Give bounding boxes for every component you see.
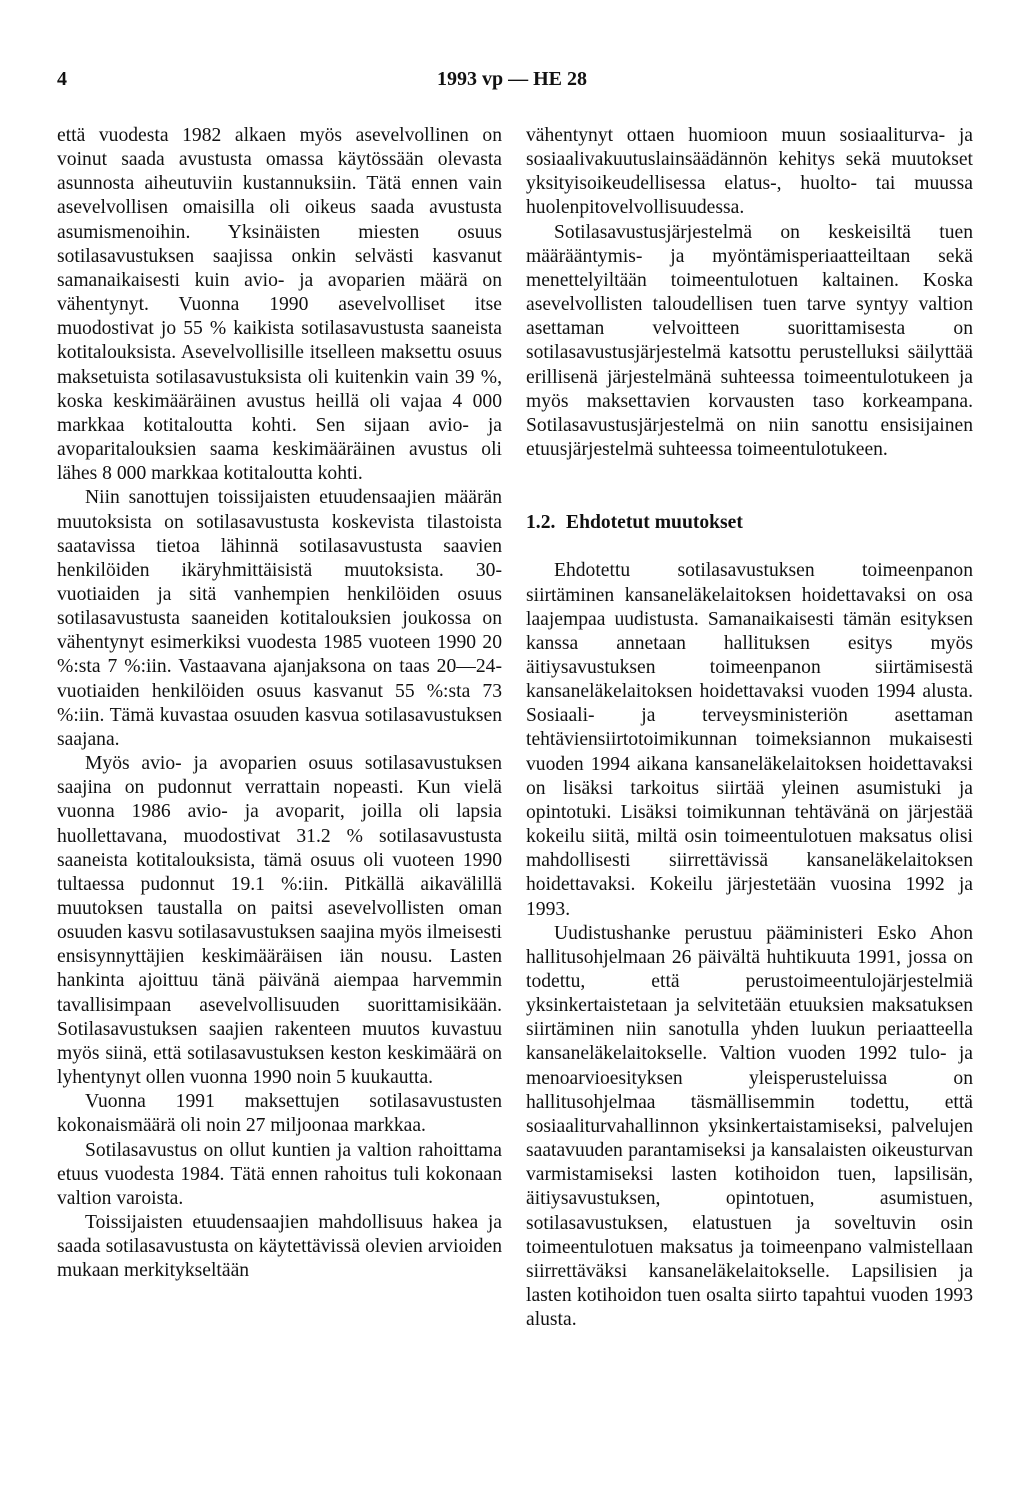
section-heading	[526, 511, 973, 535]
paragraph: vähentynyt ottaen huomioon muun sosiaaliturva- ja sosiaalivakuutuslainsäädännön kehitys sekä muutokset yksityisoikeudellisessa elatus-, huolto- tai muussa huolenpitovelvollisuudessa.	[526, 125, 973, 219]
paragraph: Sotilasavustus on ollut kuntien ja valtion rahoittama etuus vuodesta 1984. Tätä ennen rahoitus tuli kokonaan valtion varoista.	[57, 1139, 502, 1209]
paragraph: Ehdotettu sotilasavustuksen toimeenpanon siirtäminen kansaneläkelaitoksen hoidettavaksi on osa laajempaa uudistusta. Samanaikaisesti tämän esityksen kanssa annetaan hallituksen esitys myös äitiysavustuksen toimeenpanon siirtämisestä kansaneläkelaitoksen hoidettavaksi vuoden 1994 alusta. Sosiaali- ja terveysministeriön asettaman tehtäviensiirtotoimikunnan toimeksiannon mukaisesti vuoden 1994 aikana kansaneläkelaitoksen hoidettavaksi on lisäksi tarkoitus siirtää yleinen asumistuki ja opintotuki. Lisäksi toimikunnan tehtävänä on järjestää kokeilu siitä, miltä osin toimeentulotuen maksatus olisi mahdollisesti siirrettävissä kansaneläkelaitoksen hoidettavaksi. Kokeilu järjestetään vuosina 1992 ja 1993.	[526, 560, 973, 920]
page-number: 4	[57, 68, 67, 90]
paragraph: Toissijaisten etuudensaajien mahdollisuus hakea ja saada sotilasavustusta on käytettävissä olevien arvioiden mukaan merkitykseltään	[57, 1212, 502, 1282]
paragraph: Niin sanottujen toissijaisten etuudensaajien määrän muutoksista on sotilasavustusta koskevista tilastoista saatavissa tietoa lähinnä sotilasavustusta saavien henkilöiden ikäryhmittäisistä muutoksista. 30-vuotiaiden ja sitä vanhempien henkilöiden osuus sotilasavustusta saaneiden kotitalouksien joukossa on vähentynyt esimerkiksi vuodesta 1985 vuoteen 1990 20 %:sta 7 %:iin. Vastaavana ajanjaksona on taas 20—24-vuotiaiden henkilöiden osuus kasvanut 55 %:sta 73 %:iin. Tämä kuvastaa osuuden kasvua sotilasavustuksen saajana.	[57, 487, 502, 750]
paragraph: että vuodesta 1982 alkaen myös asevelvollinen on voinut saada avustusta omassa käytössään olevasta asunnosta aiheutuviin kustannuksiin. Tätä ennen vain asevelvollisen omaisilla oli oikeus saada avustusta asumismenoihin. Yksinäisten miesten osuus sotilasavustuksen saajissa onkin selvästi kasvanut samanaikaisesti kuin avio- ja avoparien määrä on vähentynyt. Vuonna 1990 asevelvolliset itse muodostivat jo 55 % kaikista sotilasavustusta saaneista kotitalouksista. Asevelvollisille itselleen maksettu osuus maksetuista sotilasavustuksista oli kuitenkin vain 39 %, koska keskimääräinen avustus heillä oli vajaa 4 000 markkaa kotitaloutta kohti. Sen sijaan avio- ja avoparitalouksien saama keskimääräinen avustus oli lähes 8 000 markkaa kotitaloutta kohti.	[57, 125, 502, 485]
paragraph: Uudistushanke perustuu pääministeri Esko Ahon hallitusohjelmaan 26 päivältä huhtikuuta 1991, jossa on todettu, että perustoimeentulojärjestelmiä yksinkertaistetaan ja selvitetään etuuksien maksatuksen siirtäminen niin sanotulla yhden luukun periaatteella kansaneläkelaitokselle. Valtion vuoden 1992 tulo- ja menoarvioesityksen yleisperusteluissa on hallitusohjelmaa täsmällisemmin todettu, että sosiaaliturvahallinnon yksinkertaistamiseksi, palvelujen saatavuuden parantamiseksi ja kansalaisten oikeusturvan varmistamiseksi lasten kotihoidon tuen, lapsilisän, äitiysavustuksen, opintotuen, asumistuen, sotilasavustuksen, elatustuen ja soveltuvin osin toimeentulotuen maksatus ja toimeenpano valmistellaan siirrettäväksi kansaneläkelaitokselle. Lapsilisien ja lasten kotihoidon tuen osalta siirto tapahtui vuoden 1993 alusta.	[526, 922, 973, 1331]
paragraph: Sotilasavustusjärjestelmä on keskeisiltä tuen määrääntymis- ja myöntämisperiaatteiltaan sekä menettelyiltään toimeentulotuen kaltainen. Koska asevelvollisten taloudellisen tuen tarve syntyy valtion asettaman velvoitteen suorittamisesta on sotilasavustusjärjestelmä katsottu perustelluksi säilyttää erillisenä järjestelmänä suhteessa toimeentulotukeen ja myös maksettavien korvausten taso korkeampana. Sotilasavustusjärjestelmä on niin sanottu ensisijainen etuusjärjestelmä suhteessa toimeentulotukeen.	[526, 221, 973, 461]
right-column	[526, 124, 973, 1332]
section-number: 1.2.	[526, 512, 556, 534]
paragraph: Vuonna 1991 maksettujen sotilasavustusten kokonaismäärä oli noin 27 miljoonaa markkaa.	[57, 1091, 502, 1137]
paragraph: Myös avio- ja avoparien osuus sotilasavustuksen saajina on pudonnut verrattain nopeasti. Kun vielä vuonna 1986 avio- ja avoparit, joilla oli lapsia huollettavana, muodostivat 31.2 % sotilasavustusta saaneista kotitalouksista, tämä osuus oli vuoteen 1990 tultaessa pudonnut 19.1 %:iin. Pitkällä aikavälillä muutoksen taustalla on paitsi asevelvollisten oman osuuden kasvu sotilasavustuksen saajina myös ilmeisesti ensisynnyttäjien keskimääräisen iän nousu. Lasten hankinta ajoittuu tänä päivänä aiempaa harvemmin tavallisimpaan asevelvollisuuden suorittamisikään. Sotilasavustuksen saajien rakenteen muutos kuvastuu myös siinä, että sotilasavustuksen keston keskimäärä on lyhentynyt ollen vuonna 1990 noin 5 kuukautta.	[57, 753, 502, 1089]
page-header	[0, 68, 1024, 98]
section-title: Ehdotetut muutokset	[566, 512, 743, 534]
running-title: 1993 vp — HE 28	[436, 68, 588, 90]
left-column	[57, 124, 502, 1284]
